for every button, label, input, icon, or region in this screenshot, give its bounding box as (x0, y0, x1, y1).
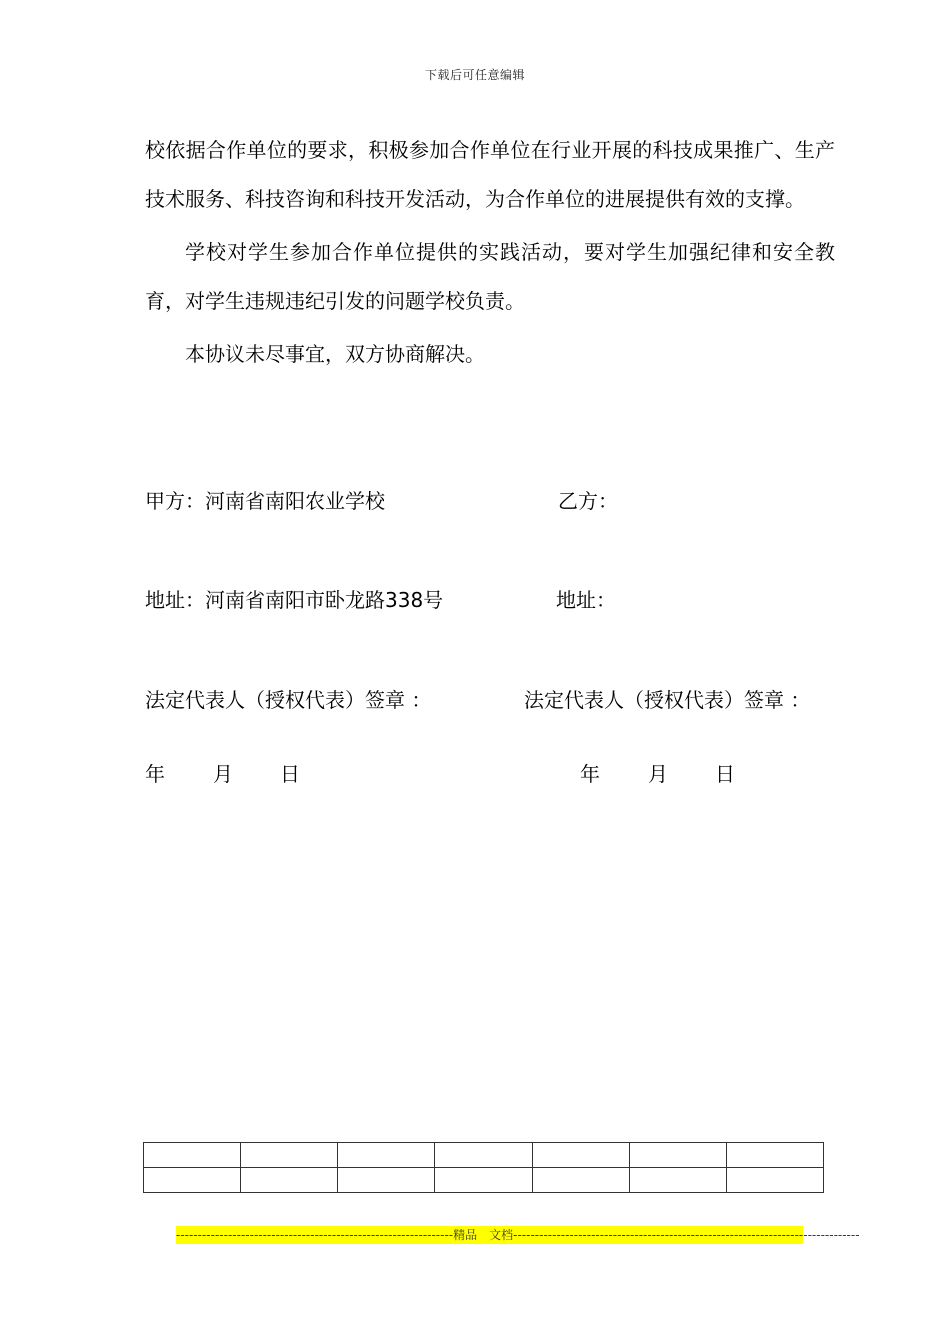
page-header: 下载后可任意编辑 (424, 68, 525, 82)
table-cell (338, 1143, 435, 1168)
rep-b-label: 法定代表人（授权代表）签章 ： (524, 688, 811, 712)
blank-table (143, 1142, 824, 1193)
table-cell (144, 1168, 241, 1193)
table-cell (435, 1143, 532, 1168)
party-b-label: 乙方： (558, 489, 618, 513)
table-cell (241, 1168, 338, 1193)
footer-banner (176, 1226, 860, 1244)
table-cell (629, 1143, 726, 1168)
footer-dashes-left: ---------------------------------------------------------------- (176, 1228, 454, 1242)
paragraph-support: 校依据合作单位的要求，积极参加合作单位在行业开展的科技成果推广、生产技术服务、科技咨询和科技开发活动，为合作单位的进展提供有效的支撑。 (145, 138, 835, 211)
date-a-month: 月 (213, 762, 233, 786)
date-b-year: 年 (580, 762, 600, 786)
table-cell (629, 1168, 726, 1193)
table-cell (726, 1143, 823, 1168)
footer-label: 精品 文档 (453, 1228, 514, 1242)
date-b-month: 月 (648, 762, 668, 786)
table-cell (532, 1168, 629, 1193)
paragraph-remaining-matters: 本协议未尽事宜，双方协商解决。 (185, 342, 485, 366)
party-a-label: 甲方：河南省南阳农业学校 (145, 489, 385, 513)
table-row (144, 1143, 824, 1168)
date-a-day: 日 (280, 762, 300, 786)
table-row (144, 1168, 824, 1193)
date-b-day: 日 (715, 762, 735, 786)
address-a-label: 地址：河南省南阳市卧龙路338号 (145, 588, 444, 612)
table-cell (241, 1143, 338, 1168)
rep-a-label: 法定代表人（授权代表）签章 ： (145, 688, 432, 712)
table-cell (338, 1168, 435, 1193)
paragraph-safety: 学校对学生参加合作单位提供的实践活动，要对学生加强纪律和安全教育，对学生违规违纪引发的问题学校负责。 (145, 240, 835, 313)
table-cell (532, 1143, 629, 1168)
table-cell (435, 1168, 532, 1193)
agreement-body (145, 126, 835, 379)
table-cell (726, 1168, 823, 1193)
address-b-label: 地址： (556, 588, 616, 612)
footer-dashes-right: -------------------------------------------------------------------------------- (513, 1228, 860, 1242)
table-cell (144, 1143, 241, 1168)
date-a-year: 年 (145, 762, 165, 786)
